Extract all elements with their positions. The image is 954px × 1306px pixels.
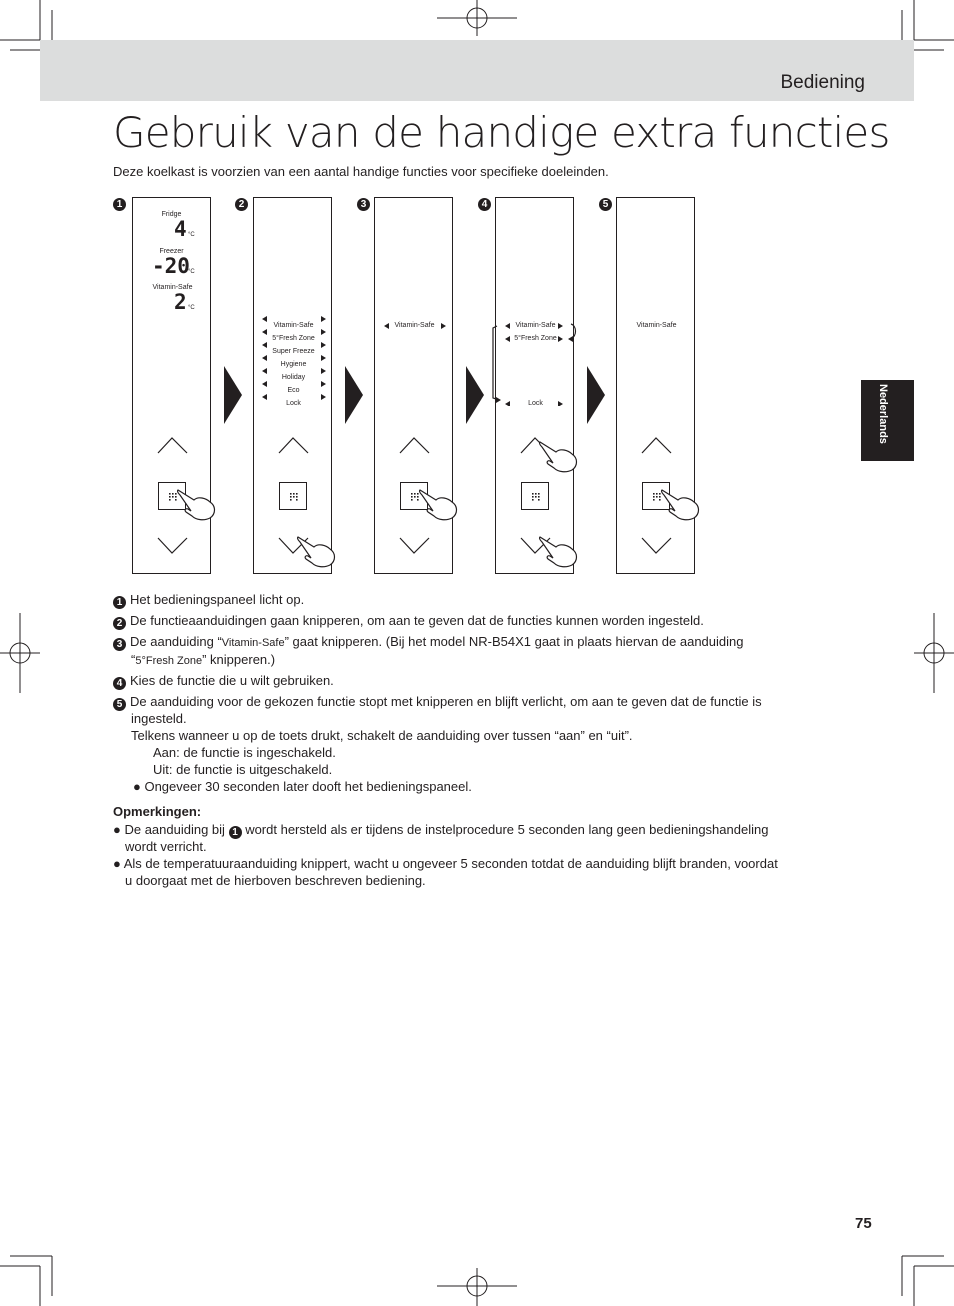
step-badge-2: 2 xyxy=(113,617,126,630)
pointing-hand-icon xyxy=(418,486,460,522)
function-fresh-zone: 5°Fresh Zone xyxy=(514,335,557,342)
vitamin-safe-label: Vitamin-Safe xyxy=(152,284,193,291)
cycle-bracket-icon xyxy=(491,320,583,406)
step-badge-3: 3 xyxy=(113,638,126,651)
pointing-hand-icon xyxy=(660,486,702,522)
vitamin-safe-unit: °C xyxy=(188,305,195,311)
page-title: Gebruik van de handige extra functies xyxy=(113,108,890,157)
instruction-step-1 xyxy=(113,591,304,609)
function-lock: Lock xyxy=(286,400,301,407)
right-arrow-icon xyxy=(587,366,605,424)
language-label: Nederlands xyxy=(877,384,889,444)
step-badge-4: 4 xyxy=(113,677,126,690)
function-fresh-zone: 5°Fresh Zone xyxy=(272,335,315,342)
instruction-text: De aanduiding “ xyxy=(130,634,222,649)
note-text: ● De aanduiding bij xyxy=(113,822,225,837)
step-number-1: 1 xyxy=(113,198,126,211)
instruction-step-2 xyxy=(113,612,704,630)
pointing-hand-icon xyxy=(296,533,338,569)
pointing-hand-icon xyxy=(176,486,218,522)
control-panel-1 xyxy=(132,197,211,574)
instruction-text: De aanduiding voor de gekozen functie stopt met knipperen en blijft verlicht, om aan te geven dat de functie is xyxy=(130,694,762,709)
fresh-zone-inline-label: 5°Fresh Zone xyxy=(135,655,203,667)
right-arrow-icon xyxy=(345,366,363,424)
up-chevron-icon xyxy=(157,436,188,454)
control-panel-3 xyxy=(374,197,453,574)
note-text: wordt hersteld als er tijdens de instelprocedure 5 seconden lang geen bedieningshandeling xyxy=(245,822,769,837)
step-number-4: 4 xyxy=(478,198,491,211)
lock-button-icon xyxy=(279,482,307,510)
step-badge-1: 1 xyxy=(229,826,242,839)
step-badge-5: 5 xyxy=(113,698,126,711)
instruction-step-5-line3: Telkens wanneer u op de toets drukt, schakelt de aanduiding over tussen “aan” en “uit”. xyxy=(131,728,633,743)
up-chevron-icon xyxy=(399,436,430,454)
page-number: 75 xyxy=(855,1215,872,1232)
step-number-3: 3 xyxy=(357,198,370,211)
note-1-cont: wordt verricht. xyxy=(125,839,207,854)
function-vitamin-safe: Vitamin-Safe xyxy=(273,322,314,329)
control-panel-4 xyxy=(495,197,574,574)
instruction-step-3-cont xyxy=(131,651,275,670)
pointing-hand-icon xyxy=(538,438,580,474)
up-chevron-icon xyxy=(278,436,309,454)
function-holiday: Holiday xyxy=(281,374,306,381)
section-label: Bediening xyxy=(780,72,865,93)
function-vitamin-safe: Vitamin-Safe xyxy=(636,322,677,329)
down-chevron-icon xyxy=(157,537,188,555)
function-vitamin-safe: Vitamin-Safe xyxy=(515,322,556,329)
instruction-step-5-line2: ingesteld. xyxy=(131,711,187,726)
function-vitamin-safe: Vitamin-Safe xyxy=(394,322,435,329)
control-panel-5 xyxy=(616,197,695,574)
freezer-label: Freezer xyxy=(159,248,184,255)
step-number-5: 5 xyxy=(599,198,612,211)
function-super-freeze: Super Freeze xyxy=(272,348,315,355)
instruction-text: Het bedieningspaneel licht op. xyxy=(130,592,305,607)
freezer-temp: -20 xyxy=(152,254,190,278)
instruction-step-5-note: ● Ongeveer 30 seconden later dooft het bedieningspaneel. xyxy=(133,779,472,794)
instruction-step-5 xyxy=(113,693,762,711)
instruction-text: Kies de functie die u wilt gebruiken. xyxy=(130,673,334,688)
instruction-step-5-off: Uit: de functie is uitgeschakeld. xyxy=(153,762,333,777)
instruction-text: “ xyxy=(131,652,136,667)
fridge-unit: °C xyxy=(188,232,195,238)
function-eco: Eco xyxy=(287,387,300,394)
function-hygiene: Hygiene xyxy=(280,361,307,368)
step-number-2: 2 xyxy=(235,198,248,211)
note-2: ● Als de temperatuuraanduiding knippert, wacht u ongeveer 5 seconden totdat de aanduiding blijft branden, voordat xyxy=(113,856,778,871)
function-lock: Lock xyxy=(528,400,543,407)
note-2-cont: u doorgaat met de hierboven beschreven bediening. xyxy=(125,873,426,888)
instruction-text: ” gaat knipperen. (Bij het model NR-B54X1 gaat in plaats hiervan de aanduiding xyxy=(284,634,744,649)
notes-heading: Opmerkingen: xyxy=(113,804,202,819)
fridge-label: Fridge xyxy=(161,211,182,218)
right-arrow-icon xyxy=(224,366,242,424)
right-arrow-icon xyxy=(466,366,484,424)
lock-button-icon xyxy=(521,482,549,510)
instruction-step-5-on: Aan: de functie is ingeschakeld. xyxy=(153,745,336,760)
down-chevron-icon xyxy=(641,537,672,555)
instruction-step-4 xyxy=(113,672,334,690)
fridge-temp: 4 xyxy=(174,217,187,241)
pointing-hand-icon xyxy=(538,533,580,569)
freezer-unit: °C xyxy=(188,269,195,275)
vitamin-safe-inline-label: Vitamin-Safe xyxy=(221,637,285,649)
instruction-text: De functieaanduidingen gaan knipperen, om aan te geven dat de functies kunnen worden ingesteld. xyxy=(130,613,704,628)
instruction-text: ” knipperen.) xyxy=(202,652,276,667)
vitamin-safe-temp: 2 xyxy=(174,290,187,314)
subtitle: Deze koelkast is voorzien van een aantal handige functies voor specifieke doeleinden. xyxy=(113,164,609,179)
step-badge-1: 1 xyxy=(113,596,126,609)
down-chevron-icon xyxy=(399,537,430,555)
note-1 xyxy=(113,821,768,839)
instruction-step-3 xyxy=(113,633,743,652)
up-chevron-icon xyxy=(641,436,672,454)
language-side-tab xyxy=(861,380,914,461)
control-panel-2 xyxy=(253,197,332,574)
